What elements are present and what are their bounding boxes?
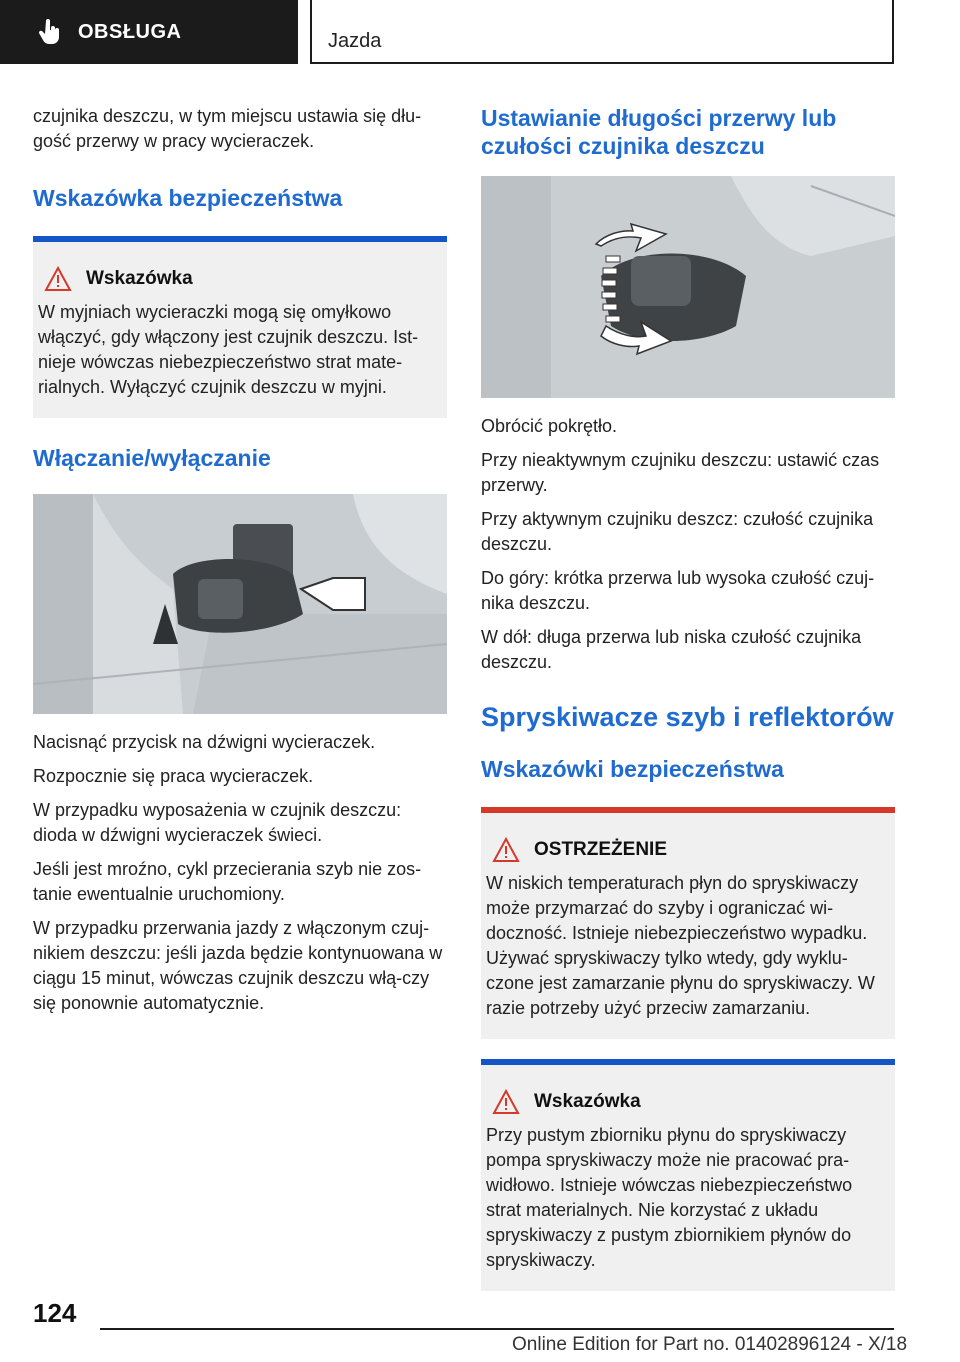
instruction-text: Przy nieaktywnym czujniku deszczu: ustawić czas przerwy. xyxy=(481,450,880,495)
wiper-dial-photo xyxy=(481,176,895,398)
onoff-heading: Włączanie/wyłączanie xyxy=(33,445,271,471)
instruction-text: Jeśli jest mroźno, cykl przecierania szyb nie zos-tanie ewentualnie uruchomiony. xyxy=(33,859,422,904)
hand-pointer-icon xyxy=(36,18,64,46)
chapter-label: OBSŁUGA xyxy=(78,20,182,43)
instruction-text: Obrócić pokrętło. xyxy=(481,416,618,436)
note-text: Przy pustym zbiorniku płynu do spryskiwaczy pompa spryskiwaczy może nie pracować pra-widłowo. Istnieje wówczas niebezpieczeństwo strat materialnych. Nie korzystać z układu spryskiwaczy z pustym zbiornikiem płynów do spryskiwaczy. xyxy=(486,1125,853,1270)
chapter-tab xyxy=(0,0,298,64)
footer-divider xyxy=(100,1328,894,1330)
note-title: Wskazówka xyxy=(86,268,193,289)
page-number: 124 xyxy=(33,1298,77,1328)
section-title: Jazda xyxy=(328,30,382,52)
instruction-text: W przypadku wyposażenia w czujnik deszczu: dioda w dźwigni wycieraczek świeci. xyxy=(33,800,402,845)
left-column xyxy=(33,104,447,1025)
intro-text: czujnika deszczu, w tym miejscu ustawia się dłu-gość przerwy w pracy wycieraczek. xyxy=(33,106,422,151)
note-text: W myjniach wycieraczki mogą się omyłkowo włączyć, gdy włączony jest czujnik deszczu. Ist-nieje wówczas niebezpieczeństwo strat mate-rialnych. Wyłączyć czujnik deszczu w myjni. xyxy=(38,302,419,397)
instruction-text: Rozpocznie się praca wycieraczek. xyxy=(33,766,314,786)
adjust-heading: Ustawianie długości przerwy lub czułości czujnika deszczu xyxy=(481,105,837,159)
instruction-text: W dół: długa przerwa lub niska czułość czujnika deszczu. xyxy=(481,627,862,672)
safety-notes-heading: Wskazówki bezpieczeństwa xyxy=(481,756,784,782)
warning-triangle-icon xyxy=(44,266,72,292)
note-bar xyxy=(33,236,447,242)
warning-triangle-icon xyxy=(492,1089,520,1115)
section-header xyxy=(310,0,894,64)
warning-box xyxy=(481,807,895,1039)
edition-note: Online Edition for Part no. 01402896124 - X/18 xyxy=(512,1334,908,1355)
note-box xyxy=(33,236,447,418)
note-box xyxy=(481,1059,895,1291)
instruction-text: Przy aktywnym czujniku deszcz: czułość czujnika deszczu. xyxy=(481,509,874,554)
warning-text: W niskich temperaturach płyn do spryskiwaczy może przymarzać do szyby i ograniczać wi-doczność. Istnieje niebezpieczeństwo wypadku. Używać spryskiwaczy tylko wtedy, gdy wyklu-czone jest zamarzanie płynu do spryskiwaczy. W razie potrzeby użyć przeciw zamarzaniu. xyxy=(486,873,875,1018)
note-title: Wskazówka xyxy=(534,1091,641,1112)
wiper-button-photo xyxy=(33,494,447,714)
warning-title: OSTRZEŻENIE xyxy=(534,839,668,860)
instruction-text: Nacisnąć przycisk na dźwigni wycieraczek. xyxy=(33,732,376,752)
safety-heading: Wskazówka bezpieczeństwa xyxy=(33,185,343,211)
instruction-text: W przypadku przerwania jazdy z włączonym czuj-nikiem deszczu: jeśli jazda będzie kontynuowana w ciągu 15 minut, wówczas czujnik deszczu włą-czy się ponownie automatycznie. xyxy=(33,918,443,1013)
instruction-text: Do góry: krótka przerwa lub wysoka czułość czuj-nika deszczu. xyxy=(481,568,875,613)
washers-heading: Spryskiwacze szyb i reflektorów xyxy=(481,702,894,732)
warning-triangle-icon xyxy=(492,837,520,863)
warning-bar xyxy=(481,807,895,813)
note-bar xyxy=(481,1059,895,1065)
right-column xyxy=(481,104,895,1291)
